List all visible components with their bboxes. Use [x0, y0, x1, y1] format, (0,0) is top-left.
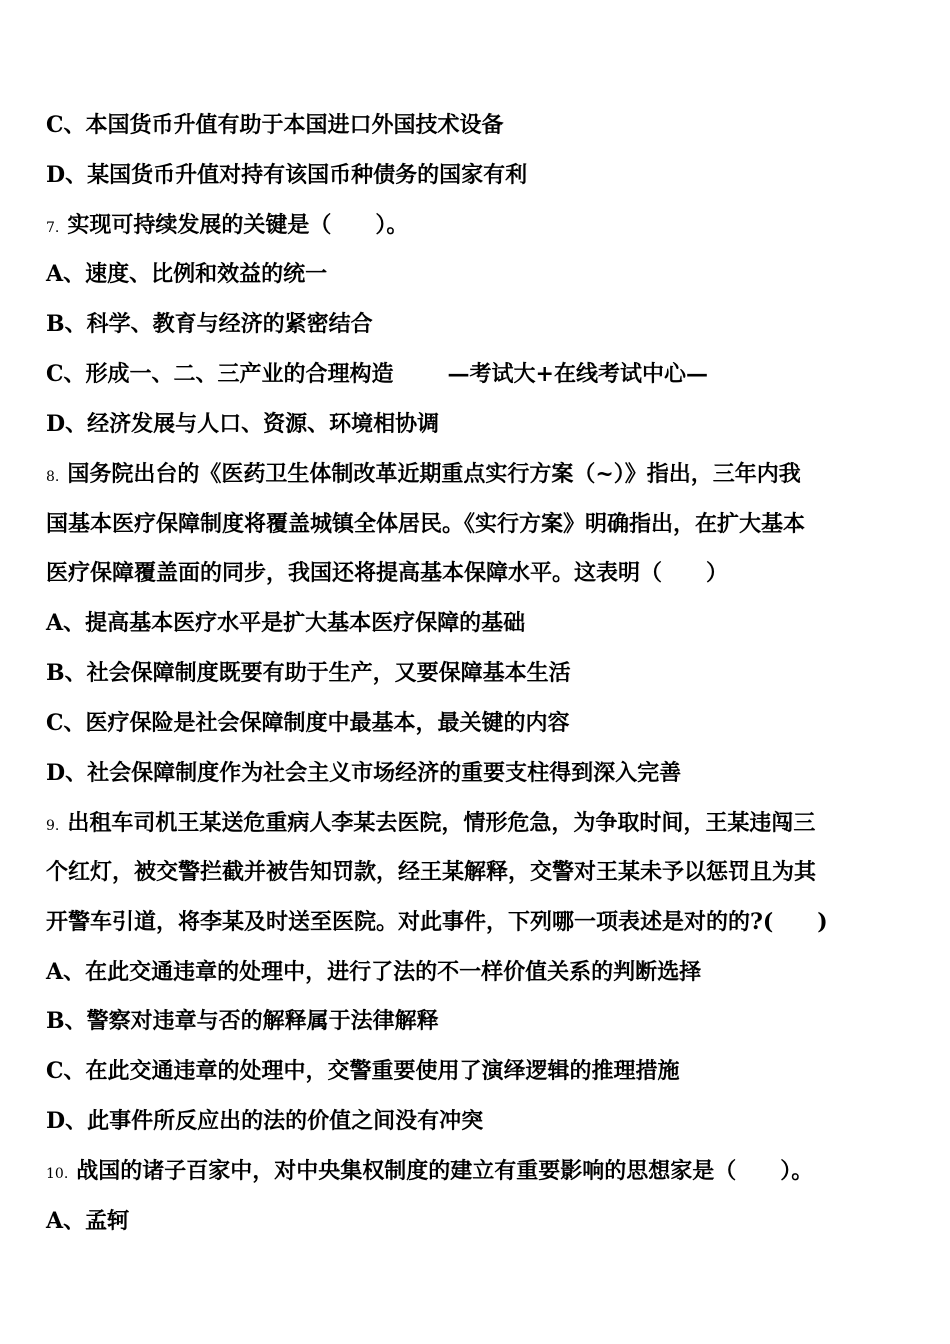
option-line: D、某国货币升值对持有该国币种债务的国家有利	[46, 162, 528, 188]
option-line: C、形成一、二、三产业的合理构造 —考试大+在线考试中心—	[46, 361, 708, 387]
question-continuation: 国基本医疗保障制度将覆盖城镇全体居民。《实行方案》明确指出，在扩大基本	[46, 511, 806, 537]
question-text: 战国的诸子百家中，对中央集权制度的建立有重要影响的思想家是（ ）。	[76, 1158, 814, 1184]
question-line	[46, 808, 896, 838]
question-text: 国务院出台的《医药卫生体制改革近期重点实行方案（~）》指出，三年内我	[67, 461, 801, 487]
question-text: 实现可持续发展的关键是（ ）。	[67, 212, 409, 238]
option-line: D、此事件所反应出的法的价值之间没有冲突	[46, 1108, 484, 1134]
option-line: D、社会保障制度作为社会主义市场经济的重要支柱得到深入完善	[46, 760, 682, 786]
option-line: B、社会保障制度既要有助于生产，又要保障基本生活	[46, 660, 571, 686]
question-text: 出租车司机王某送危重病人李某去医院，情形危急，为争取时间，王某违闯三	[67, 810, 816, 836]
question-line	[46, 459, 896, 489]
option-line: A、速度、比例和效益的统一	[46, 261, 328, 287]
option-line: B、警察对违章与否的解释属于法律解释	[46, 1008, 439, 1034]
option-line: D、经济发展与人口、资源、环境相协调	[46, 411, 440, 437]
option-line: B、科学、教育与经济的紧密结合	[46, 311, 373, 337]
option-line: A、提高基本医疗水平是扩大基本医疗保障的基础	[46, 610, 526, 636]
question-continuation: 医疗保障覆盖面的同步，我国还将提高基本保障水平。这表明（ ）	[46, 560, 729, 586]
question-line	[46, 1156, 896, 1186]
question-number: 9.	[46, 818, 60, 834]
question-number: 10.	[46, 1166, 69, 1182]
option-line: A、孟轲	[46, 1208, 130, 1234]
question-line	[46, 210, 896, 240]
question-number: 8.	[46, 469, 60, 485]
question-continuation: 个红灯，被交警拦截并被告知罚款，经王某解释，交警对王某未予以惩罚且为其	[46, 859, 817, 885]
option-line: A、在此交通违章的处理中，进行了法的不一样价值关系的判断选择	[46, 959, 702, 985]
watermark-text: —考试大+在线考试中心—	[447, 361, 708, 387]
option-line: C、本国货币升值有助于本国进口外国技术设备	[46, 112, 504, 138]
question-number: 7.	[46, 220, 60, 236]
question-continuation: 开警车引道，将李某及时送至医院。对此事件，下列哪一项表述是对的的?( )	[46, 909, 828, 935]
option-line: C、医疗保险是社会保障制度中最基本，最关键的内容	[46, 710, 570, 736]
option-line: C、在此交通违章的处理中，交警重要使用了演绎逻辑的推理措施	[46, 1058, 680, 1084]
